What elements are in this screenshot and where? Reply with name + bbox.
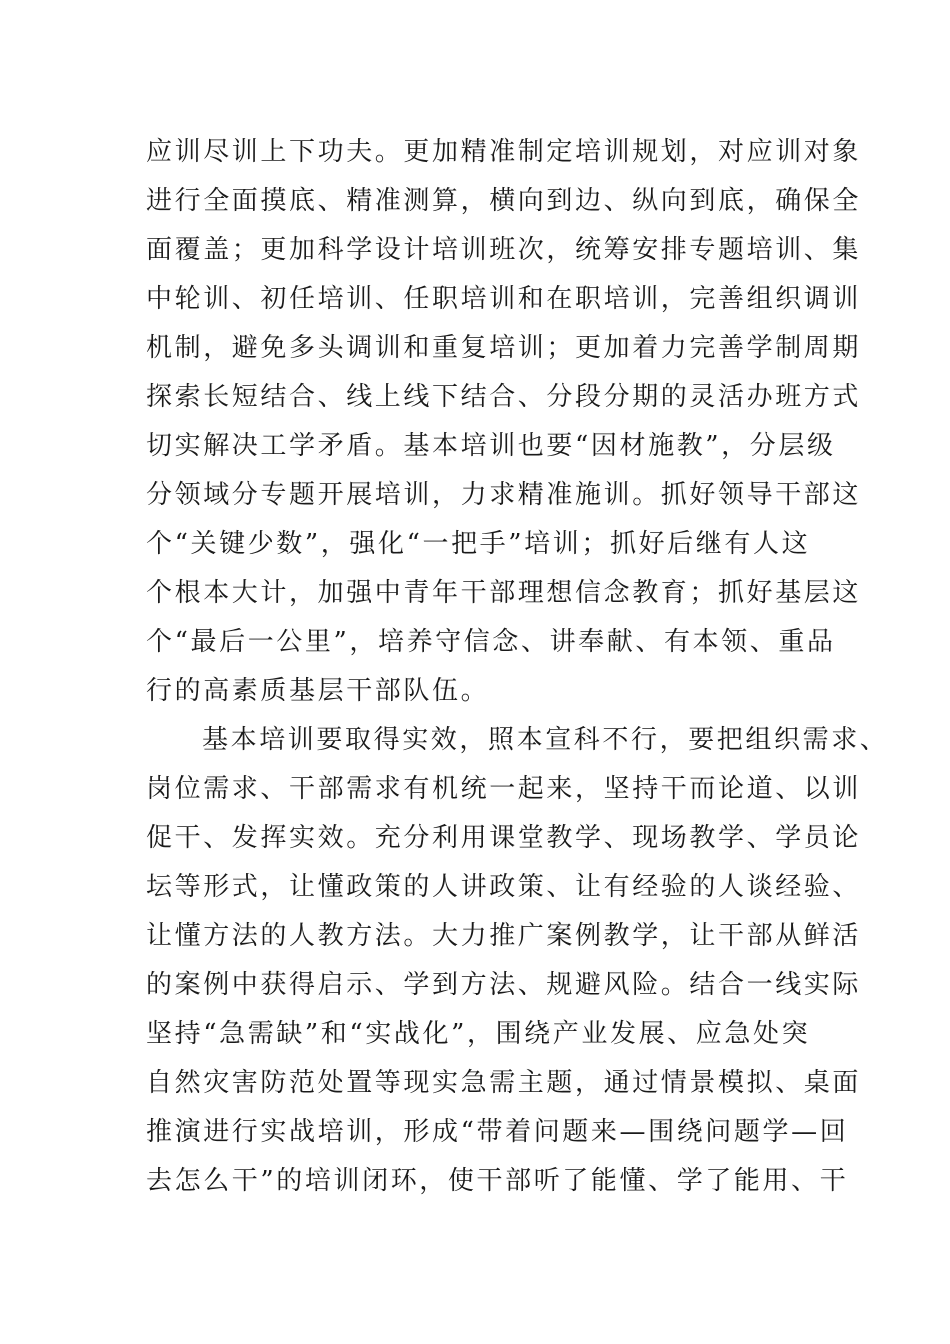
paragraph-1-line-11: 个“最后一公里”，培养守信念、讲奉献、有本领、重品 — [146, 627, 836, 657]
paragraph-2-line-4: 坛等形式，让懂政策的人讲政策、让有经验的人谈经验、 — [146, 872, 862, 902]
paragraph-2-line-3: 促干、发挥实效。充分利用课堂教学、现场教学、学员论 — [146, 823, 862, 853]
paragraph-1-line-6: 探索长短结合、线上线下结合、分段分期的灵活办班方式 — [146, 382, 862, 412]
paragraph-1-line-12: 行的高素质基层干部队伍。 — [146, 676, 490, 706]
paragraph-2-line-6: 的案例中获得启示、学到方法、规避风险。结合一线实际 — [146, 970, 862, 1000]
paragraph-1-line-7: 切实解决工学矛盾。基本培训也要“因材施教”，分层级 — [146, 431, 836, 461]
paragraph-2-line-10: 去怎么干”的培训闭环，使干部听了能懂、学了能用、干 — [146, 1166, 849, 1196]
paragraph-2-line-7: 坚持“急需缺”和“实战化”，围绕产业发展、应急处突 — [146, 1019, 811, 1049]
paragraph-2-line-8: 自然灾害防范处置等现实急需主题，通过情景模拟、桌面 — [146, 1068, 862, 1098]
paragraph-2-line-9: 推演进行实战培训，形成“带着问题来—围绕问题学—回 — [146, 1117, 849, 1147]
paragraph-2-line-2: 岗位需求、干部需求有机统一起来，坚持干而论道、以训 — [146, 774, 862, 804]
paragraph-1-line-5: 机制，避免多头调训和重复培训；更加着力完善学制周期 — [146, 333, 862, 363]
paragraph-1-line-8: 分领域分专题开展培训，力求精准施训。抓好领导干部这 — [146, 480, 862, 510]
paragraph-1-line-1: 应训尽训上下功夫。更加精准制定培训规划，对应训对象 — [146, 137, 862, 167]
paragraph-1-line-9: 个“关键少数”，强化“一把手”培训；抓好后继有人这 — [146, 529, 811, 559]
paragraph-1-line-3: 面覆盖；更加科学设计培训班次，统筹安排专题培训、集 — [146, 235, 862, 265]
paragraph-2-line-5: 让懂方法的人教方法。大力推广案例教学，让干部从鲜活 — [146, 921, 862, 951]
paragraph-1-line-2: 进行全面摸底、精准测算，横向到边、纵向到底，确保全 — [146, 186, 862, 216]
paragraph-1-line-10: 个根本大计，加强中青年干部理想信念教育；抓好基层这 — [146, 578, 862, 608]
paragraph-1-line-4: 中轮训、初任培训、任职培训和在职培训，完善组织调训 — [146, 284, 862, 314]
paragraph-2-line-1: 基本培训要取得实效，照本宣科不行，要把组织需求、 — [202, 725, 889, 755]
